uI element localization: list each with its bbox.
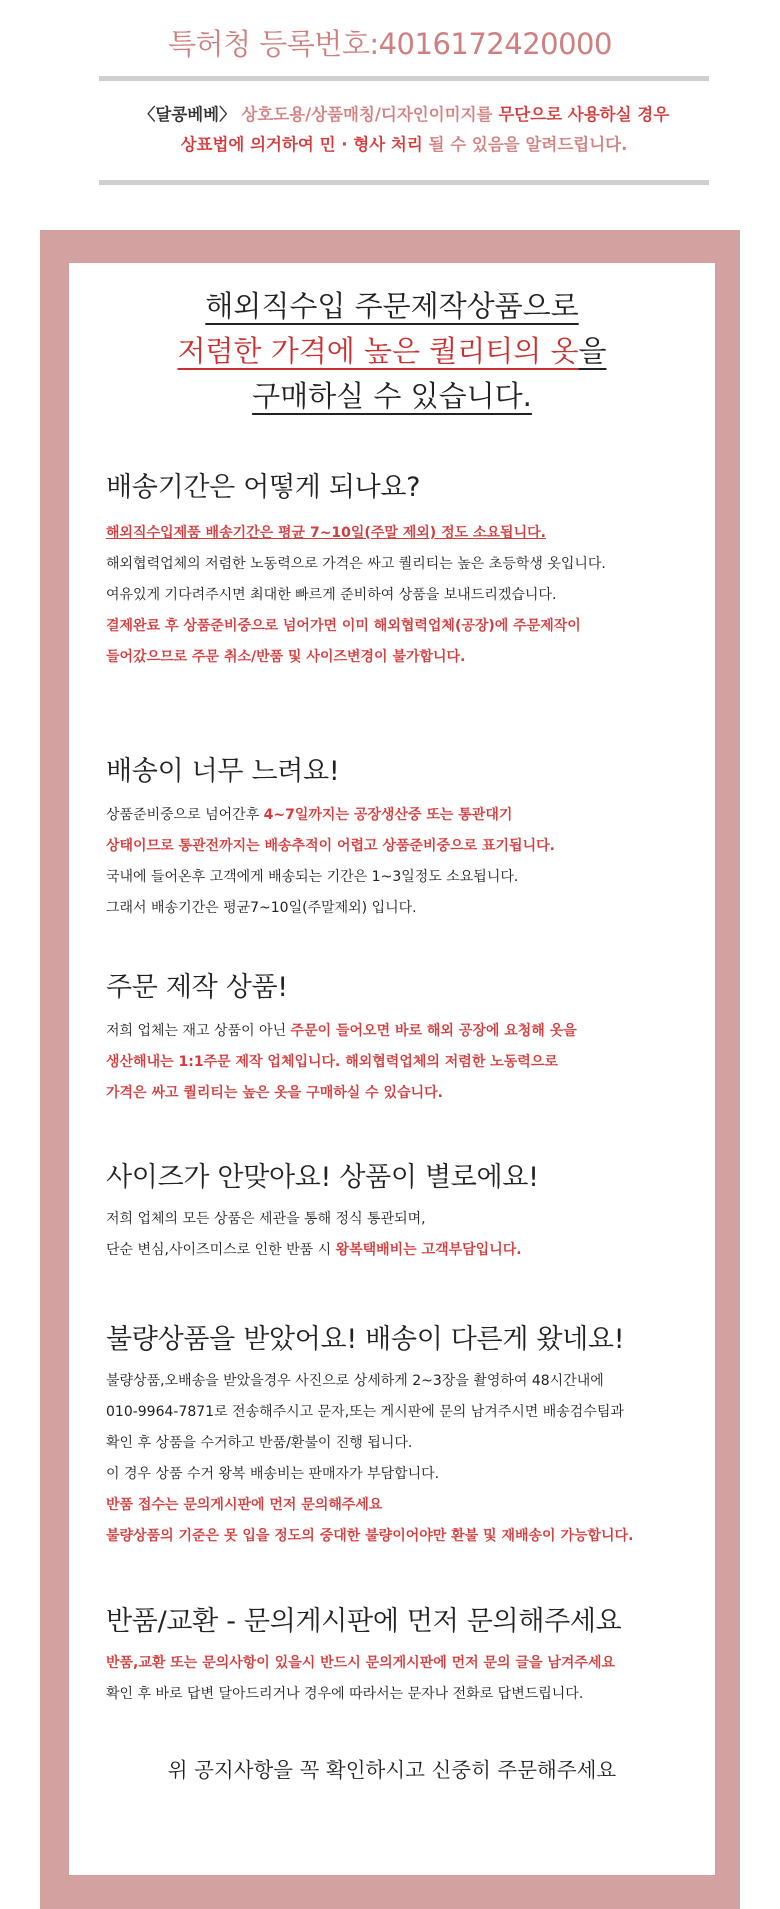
warning-emphasis: 무단으로 사용하실 경우 <box>498 105 670 124</box>
notice-headline <box>69 284 715 419</box>
paragraph <box>106 642 706 673</box>
section-title: 배송이 너무 느려요! <box>106 756 340 787</box>
warning-text: 상호도용/상품매칭/디자인이미지를 <box>235 105 499 124</box>
emphasis-text: 왕복택배비는 고객부담입니다. <box>335 1242 522 1258</box>
paragraph: 저희 업체의 모든 상품은 세관을 통해 정식 통관되며, <box>106 1211 426 1227</box>
plain-text: 저희 업체는 재고 상품이 아닌 <box>106 1023 291 1039</box>
headline-highlight: 저렴한 가격에 높은 퀄리티의 옷 <box>177 334 579 368</box>
section-slow-shipping <box>106 752 706 924</box>
warning-line-2 <box>99 130 709 160</box>
paragraph: 해외협력업체의 저렴한 노동력으로 가격은 싸고 퀄리티는 높은 초등학생 옷입니다. <box>106 556 606 572</box>
paragraph <box>106 1235 706 1266</box>
emphasis-text: 가격은 싸고 퀄리티는 높은 옷을 구매하실 수 있습니다. <box>106 1085 443 1101</box>
headline-text-3: 구매하실 수 있습니다. <box>252 379 532 413</box>
headline-line-3 <box>69 374 715 419</box>
warning-line-1 <box>99 100 709 130</box>
emphasis-text: 반품,교환 또는 문의사항이 있을시 반드시 문의게시판에 먼저 문의 글을 남겨주세요 <box>106 1655 615 1671</box>
emphasis-text: 생산해내는 1:1주문 제작 업체입니다. 해외협력업체의 저렴한 노동력으로 <box>106 1054 558 1070</box>
section-size-issue <box>106 1158 706 1266</box>
section-return-exchange <box>106 1602 706 1710</box>
section-title: 반품/교환 - 문의게시판에 먼저 문의해주세요 <box>106 1606 622 1637</box>
section-title: 사이즈가 안맞아요! 상품이 별로에요! <box>106 1162 539 1193</box>
section-shipping-period <box>106 468 706 673</box>
section-title: 배송기간은 어떻게 되나요? <box>106 472 421 503</box>
headline-line-2 <box>69 329 715 374</box>
paragraph <box>106 831 706 862</box>
paragraph <box>106 1078 706 1109</box>
headline-suffix: 을 <box>578 334 607 368</box>
emphasis-text: 결제완료 후 상품준비중으로 넘어가면 이미 해외협력업체(공장)에 주문제작이 <box>106 618 581 634</box>
copyright-warning <box>99 100 709 160</box>
emphasis-text: 반품 접수는 문의게시판에 먼저 문의해주세요 <box>106 1497 383 1513</box>
section-defective-product <box>106 1320 706 1552</box>
emphasis-text: 상태이므로 통관전까지는 배송추적이 어렵고 상품준비중으로 표기됩니다. <box>106 838 555 854</box>
paragraph <box>106 1521 706 1552</box>
paragraph <box>106 518 706 549</box>
closing-notice: 위 공지사항을 꼭 확인하시고 신중히 주문해주세요 <box>167 1758 617 1782</box>
section-title: 불량상품을 받았어요! 배송이 다른게 왔네요! <box>106 1324 625 1355</box>
section-made-to-order <box>106 968 706 1109</box>
emphasis-text: 해외직수입제품 배송기간은 평균 7~10일(주말 제외) 정도 소요됩니다. <box>106 525 546 541</box>
paragraph: 확인 후 상품을 수거하고 반품/환불이 진행 됩니다. <box>106 1435 413 1451</box>
emphasis-text: 4~7일까지는 공장생산중 또는 통관대기 <box>263 807 513 823</box>
paragraph: 010-9964-7871로 전송해주시고 문자,또는 게시판에 문의 남겨주시면 배송검수팀과 <box>106 1404 624 1420</box>
emphasis-text: 주문이 들어오면 바로 해외 공장에 요청해 옷을 <box>290 1023 577 1039</box>
paragraph <box>106 800 706 831</box>
paragraph: 국내에 들어온후 고객에게 배송되는 기간은 1~3일정도 소요됩니다. <box>106 869 519 885</box>
emphasis-text: 불량상품의 기준은 못 입을 정도의 중대한 불량이어야만 환불 및 재배송이 가능합니다. <box>106 1528 634 1544</box>
warning-emphasis-2: 상표법에 의거하여 민 · 형사 처리 <box>180 135 423 154</box>
warning-text-2: 될 수 있음을 알려드립니다. <box>422 135 628 154</box>
paragraph: 불량상품,오배송을 받았을경우 사진으로 상세하게 2~3장을 촬영하여 48시간내에 <box>106 1373 604 1389</box>
headline-line-1 <box>69 284 715 329</box>
headline-text-1: 해외직수입 주문제작상품으로 <box>205 289 579 323</box>
divider-top <box>99 76 709 81</box>
emphasis-text: 들어갔으므로 주문 취소/반품 및 사이즈변경이 불가합니다. <box>106 649 466 665</box>
brand-name: 〈달콩베베〉 <box>138 105 236 124</box>
paragraph <box>106 1490 706 1521</box>
paragraph <box>106 611 706 642</box>
paragraph <box>106 1047 706 1078</box>
plain-text: 단순 변심,사이즈미스로 인한 반품 시 <box>106 1242 336 1258</box>
paragraph: 확인 후 바로 답변 달아드리거나 경우에 따라서는 문자나 전화로 답변드립니다. <box>106 1686 584 1702</box>
paragraph: 이 경우 상품 수거 왕복 배송비는 판매자가 부담합니다. <box>106 1466 440 1482</box>
plain-text: 상품준비중으로 넘어간후 <box>106 807 264 823</box>
section-title: 주문 제작 상품! <box>106 972 288 1003</box>
paragraph <box>106 1016 706 1047</box>
paragraph: 그래서 배송기간은 평균7~10일(주말제외) 입니다. <box>106 900 417 916</box>
paragraph <box>106 1648 706 1679</box>
registration-number: 특허청 등록번호:4016172420000 <box>168 27 612 61</box>
paragraph: 여유있게 기다려주시면 최대한 빠르게 준비하여 상품을 보내드리겠습니다. <box>106 587 557 603</box>
divider-bottom <box>99 180 709 185</box>
